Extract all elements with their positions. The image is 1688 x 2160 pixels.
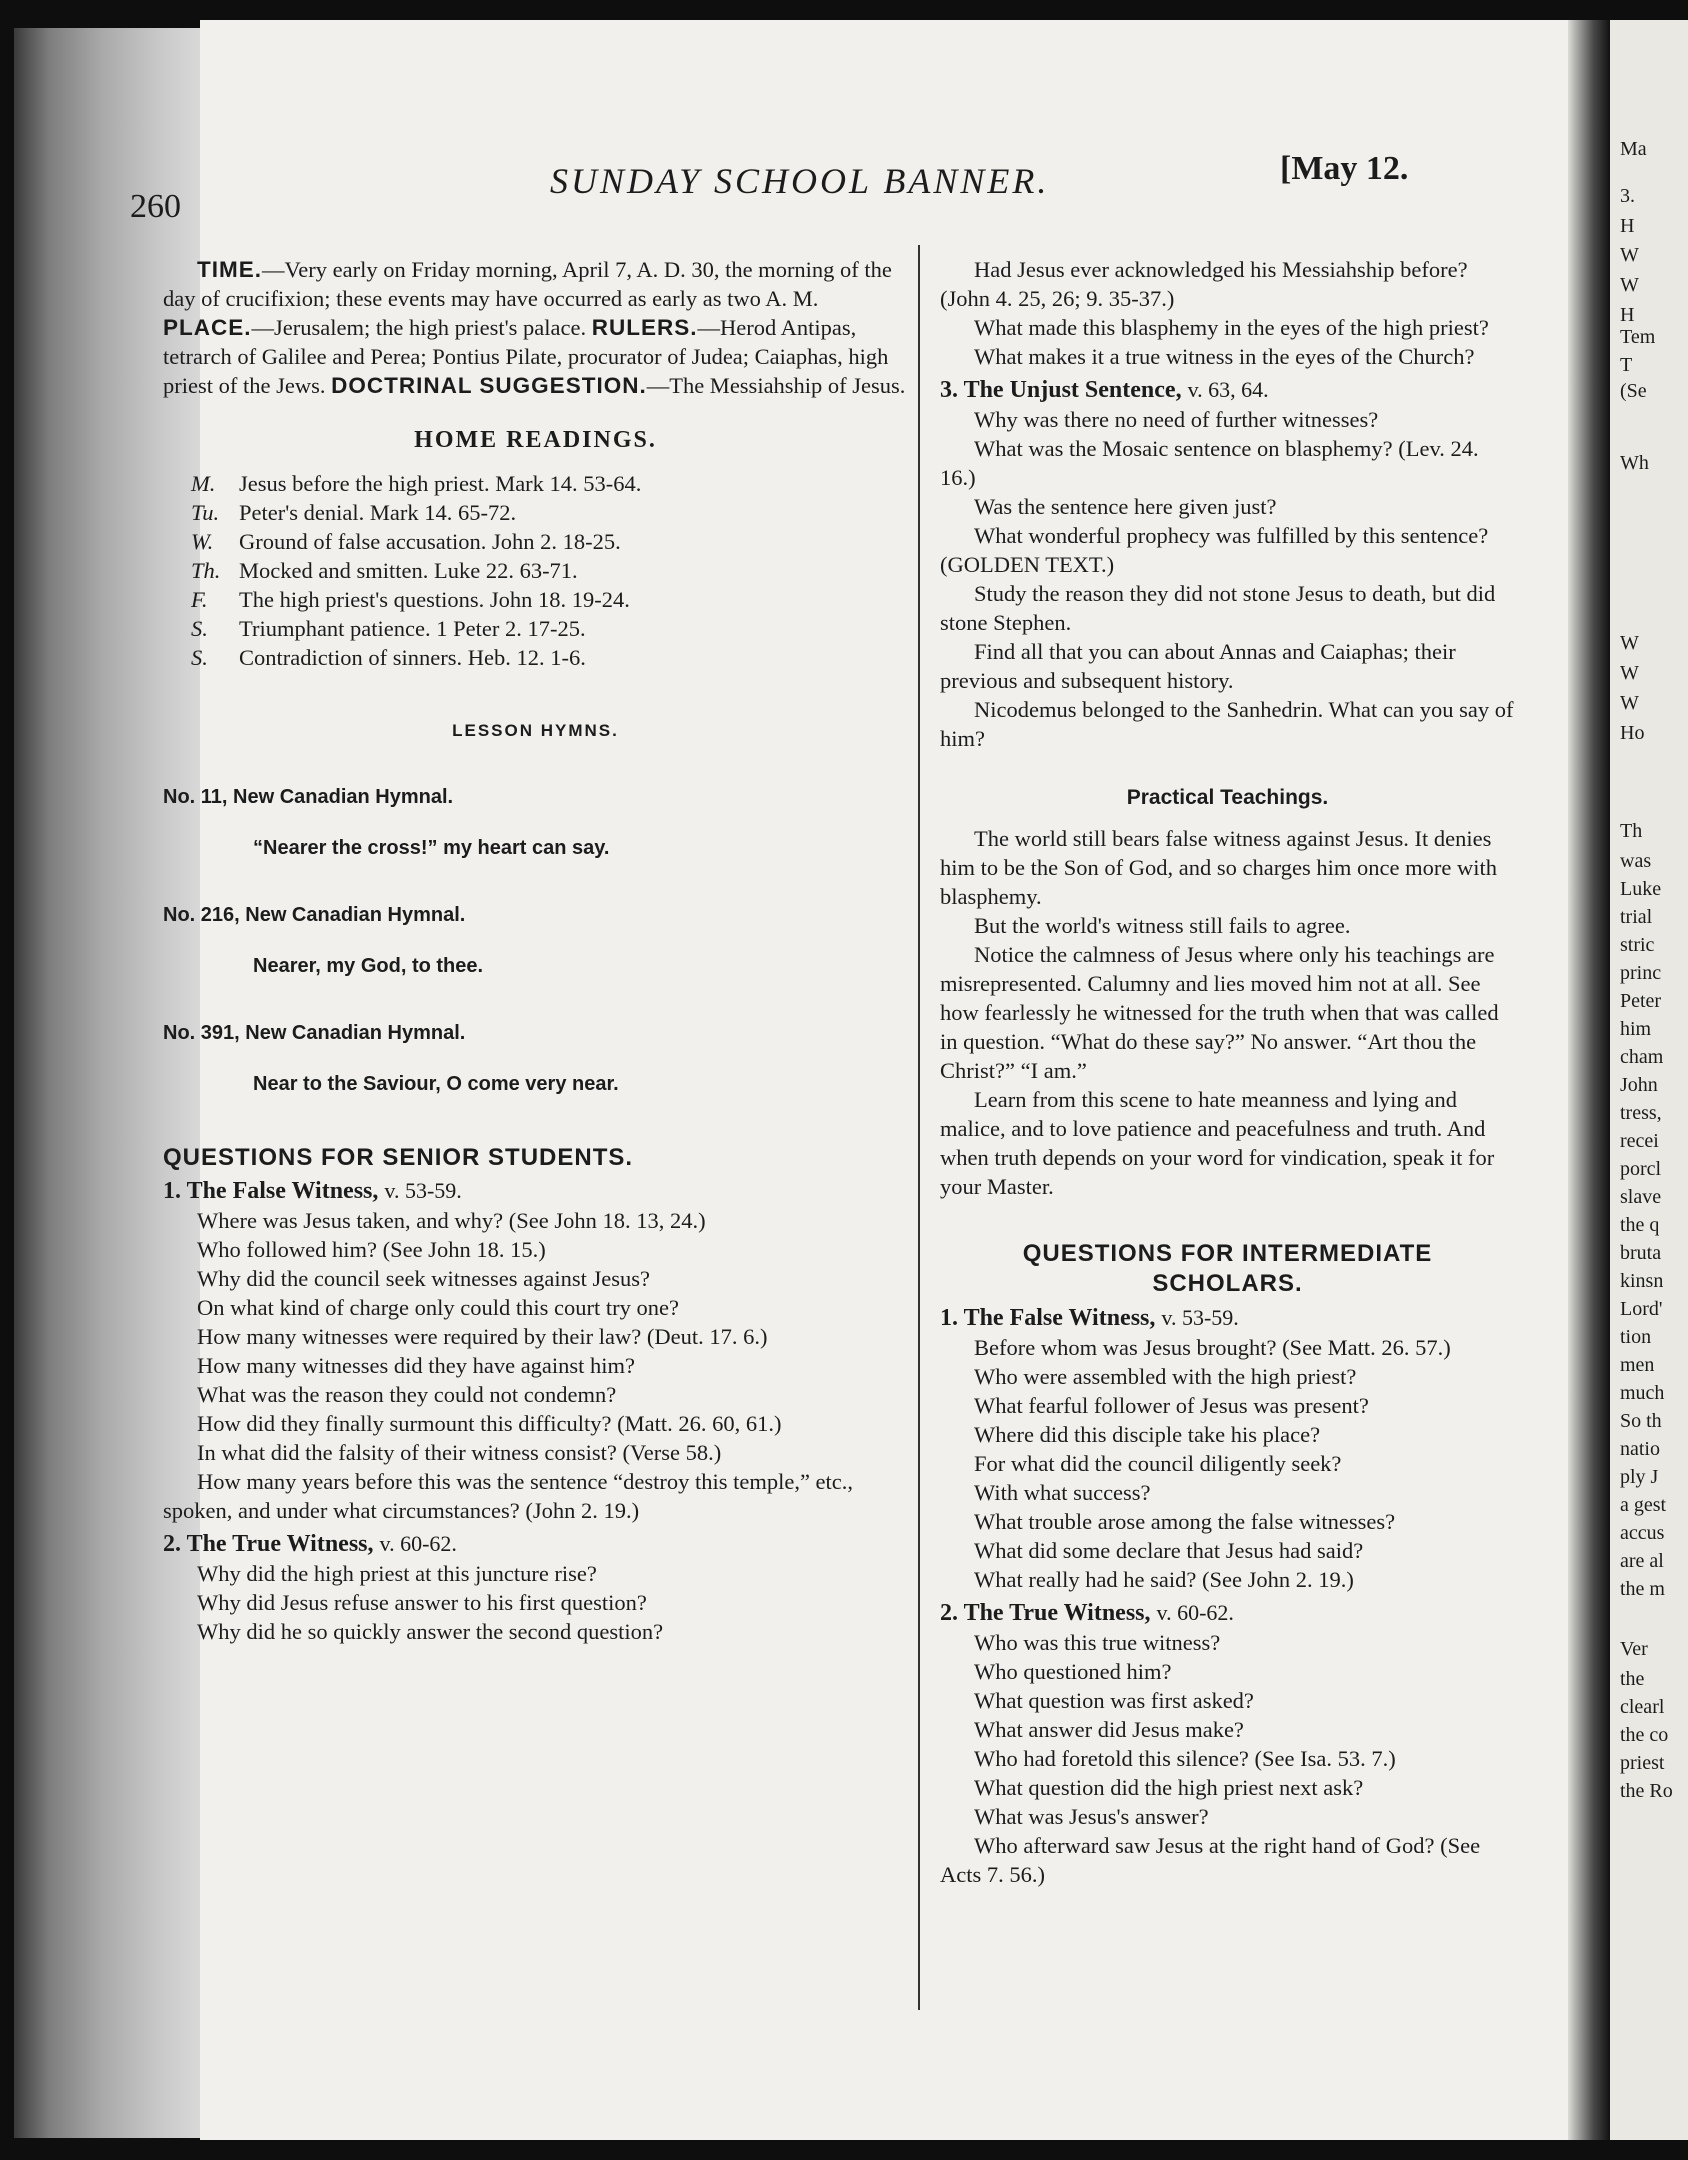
- question-item: With what success?: [974, 1480, 1151, 1505]
- question-item: Before whom was Jesus brought? (See Matt. 26. 57.): [974, 1335, 1451, 1360]
- adjacent-page-text: W: [1620, 244, 1639, 266]
- left-column: [163, 255, 908, 1646]
- senior-s3-verse: v. 63, 64.: [1187, 377, 1269, 402]
- question-item: What was the Mosaic sentence on blasphemy? (Lev. 24. 16.): [940, 436, 1479, 490]
- adjacent-page-text: are al: [1620, 1550, 1664, 1572]
- hymn-number: No. 391, New Canadian Hymnal.: [163, 1022, 466, 1044]
- adjacent-page-text: slave: [1620, 1186, 1662, 1208]
- doctrinal-text: —The Messiahship of Jesus.: [646, 373, 906, 398]
- intermediate-heading-line-2: SCHOLARS.: [1152, 1270, 1303, 1297]
- practical-paragraph: But the world's witness still fails to agree.: [974, 913, 1351, 938]
- home-reading-text: Contradiction of sinners. Heb. 12. 1-6.: [239, 645, 586, 670]
- senior-s1-verse: v. 53-59.: [384, 1178, 462, 1203]
- adjacent-page-text: princ: [1620, 962, 1662, 984]
- adjacent-page-text: Wh: [1620, 452, 1649, 474]
- question-item: What did some declare that Jesus had said?: [974, 1538, 1364, 1563]
- home-reading-text: Ground of false accusation. John 2. 18-25.: [239, 529, 621, 554]
- lesson-hymns-heading: LESSON HYMNS.: [452, 721, 619, 740]
- question-item: What trouble arose among the false witnesses?: [974, 1509, 1396, 1534]
- senior-s1-questions: [163, 1206, 908, 1525]
- adjacent-page-text: Peter: [1620, 990, 1662, 1012]
- adjacent-page-text: recei: [1620, 1130, 1659, 1152]
- home-reading-item: [163, 585, 908, 614]
- question-item: Why was there no need of further witnesses?: [974, 407, 1379, 432]
- time-label: TIME.: [197, 257, 262, 282]
- home-reading-text: Jesus before the high priest. Mark 14. 53-64.: [239, 471, 642, 496]
- senior-s2-heading: [163, 1529, 908, 1559]
- adjacent-page-text: ply J: [1620, 1466, 1659, 1488]
- question-item: What made this blasphemy in the eyes of the high priest?: [974, 315, 1489, 340]
- page-header: [130, 150, 1480, 230]
- adjacent-page-text: Ho: [1620, 722, 1645, 744]
- page-number: 260: [130, 188, 181, 225]
- adjacent-page-text: much: [1620, 1382, 1665, 1404]
- question-item: Why did the high priest at this juncture rise?: [197, 1561, 597, 1586]
- question-item: Study the reason they did not stone Jesus to death, but did stone Stephen.: [940, 581, 1496, 635]
- header-date: [May 12.: [1280, 150, 1409, 187]
- question-item: Why did he so quickly answer the second question?: [197, 1619, 664, 1644]
- adjacent-page-text: accus: [1620, 1522, 1665, 1544]
- adjacent-page-text: Lord': [1620, 1298, 1663, 1320]
- place-label: PLACE.: [163, 315, 252, 340]
- intermediate-s1-heading: [940, 1303, 1515, 1333]
- adjacent-page-text: a gest: [1620, 1494, 1667, 1516]
- senior-s2-questions: [163, 1559, 908, 1646]
- home-reading-text: Mocked and smitten. Luke 22. 63-71.: [239, 558, 578, 583]
- question-item: Was the sentence here given just?: [974, 494, 1277, 519]
- adjacent-page-text: men: [1620, 1354, 1655, 1376]
- adjacent-page-text: porcl: [1620, 1158, 1662, 1180]
- question-item: Had Jesus ever acknowledged his Messiahship before? (John 4. 25, 26; 9. 35-37.): [940, 257, 1468, 311]
- adjacent-page-text: Tem: [1620, 326, 1656, 348]
- home-reading-day: S.: [191, 616, 208, 641]
- running-title: SUNDAY SCHOOL BANNER.: [550, 161, 1050, 201]
- intermediate-s2-verse: v. 60-62.: [1156, 1600, 1234, 1625]
- adjacent-page-text: W: [1620, 632, 1639, 654]
- hymn-number: No. 11, New Canadian Hymnal.: [163, 786, 454, 808]
- rulers-text: —Herod Antipas, tetrarch of Galilee and Perea; Pontius Pilate, procurator of Judea; Caiaphas, high priest of the Jews.: [163, 315, 889, 398]
- senior-s3-heading: [940, 375, 1515, 405]
- question-item: What question was first asked?: [974, 1688, 1254, 1713]
- senior-s1-heading: [163, 1176, 908, 1206]
- question-item: Where did this disciple take his place?: [974, 1422, 1321, 1447]
- question-item: For what did the council diligently seek?: [974, 1451, 1342, 1476]
- question-item: How many witnesses did they have against him?: [197, 1353, 636, 1378]
- intermediate-s2-title: 2. The True Witness,: [940, 1600, 1151, 1626]
- lesson-hymns-list: [163, 783, 908, 1099]
- question-item: Who had foretold this silence? (See Isa. 53. 7.): [974, 1746, 1396, 1771]
- senior-questions-heading: QUESTIONS FOR SENIOR STUDENTS.: [163, 1144, 634, 1171]
- question-item: How did they finally surmount this difficulty? (Matt. 26. 60, 61.): [197, 1411, 782, 1436]
- lesson-intro: [163, 255, 908, 400]
- adjacent-page-text: cham: [1620, 1046, 1664, 1068]
- adjacent-page-text: Luke: [1620, 878, 1662, 900]
- home-reading-day: F.: [191, 587, 208, 612]
- hymn-first-line: Nearer, my God, to thee.: [253, 955, 484, 977]
- question-item: How many years before this was the sentence “destroy this temple,” etc., spoken, and under what circumstances? (John 2. 19.): [163, 1469, 854, 1523]
- adjacent-page-text: W: [1620, 274, 1639, 296]
- adjacent-page-text: the co: [1620, 1724, 1669, 1746]
- hymn-first-line: “Nearer the cross!” my heart can say.: [253, 837, 610, 859]
- senior-s2-verse: v. 60-62.: [379, 1531, 457, 1556]
- home-reading-item: [163, 469, 908, 498]
- home-readings-list: [163, 469, 908, 672]
- home-reading-item: [163, 643, 908, 672]
- adjacent-page-text: Th: [1620, 820, 1643, 842]
- adjacent-page-text: 3.: [1620, 185, 1635, 207]
- question-item: Why did Jesus refuse answer to his first question?: [197, 1590, 647, 1615]
- adjacent-page-text: priest: [1620, 1752, 1665, 1774]
- question-item: What answer did Jesus make?: [974, 1717, 1244, 1742]
- home-reading-day: Th.: [191, 558, 221, 583]
- question-item: Nicodemus belonged to the Sanhedrin. What can you say of him?: [940, 697, 1514, 751]
- home-reading-day: M.: [191, 471, 216, 496]
- rulers-label: RULERS.: [591, 315, 698, 340]
- column-rule: [918, 245, 920, 2010]
- adjacent-page-fragment: [1610, 20, 1688, 2140]
- practical-paragraph: Learn from this scene to hate meanness and lying and malice, and to love patience and peacefulness and truth. And when truth depends on your word for vindication, speak it for your Master.: [940, 1087, 1495, 1199]
- question-item: Who questioned him?: [974, 1659, 1172, 1684]
- question-item: What wonderful prophecy was fulfilled by this sentence? (GOLDEN TEXT.): [940, 523, 1489, 577]
- intermediate-s1-title: 1. The False Witness,: [940, 1305, 1156, 1331]
- adjacent-page-text: H: [1620, 304, 1635, 326]
- adjacent-page-text: Ma: [1620, 138, 1647, 160]
- adjacent-page-text: stric: [1620, 934, 1655, 956]
- hymn-number: No. 216, New Canadian Hymnal.: [163, 904, 466, 926]
- adjacent-page-text: Ver: [1620, 1638, 1648, 1660]
- adjacent-page-text: T: [1620, 354, 1633, 376]
- adjacent-page-text: the: [1620, 1668, 1645, 1690]
- intermediate-heading-line-1: QUESTIONS FOR INTERMEDIATE: [1022, 1240, 1433, 1267]
- senior-s3-title: 3. The Unjust Sentence,: [940, 377, 1182, 403]
- adjacent-page-text: W: [1620, 662, 1639, 684]
- senior-s2-title: 2. The True Witness,: [163, 1531, 374, 1557]
- practical-teachings-text: [940, 824, 1515, 1201]
- intermediate-s2-questions: [940, 1628, 1515, 1889]
- hymn-first-line: Near to the Saviour, O come very near.: [253, 1073, 619, 1095]
- home-readings-heading: HOME READINGS.: [414, 427, 657, 453]
- practical-teachings-heading: Practical Teachings.: [1126, 786, 1329, 809]
- question-item: What was the reason they could not condemn?: [197, 1382, 617, 1407]
- adjacent-page-text: tion: [1620, 1326, 1652, 1348]
- question-item: On what kind of charge only could this court try one?: [197, 1295, 679, 1320]
- question-item: In what did the falsity of their witness consist? (Verse 58.): [197, 1440, 722, 1465]
- adjacent-page-text: John: [1620, 1074, 1658, 1096]
- senior-s3-questions: [940, 405, 1515, 753]
- adjacent-page-text: (Se: [1620, 380, 1647, 402]
- senior-s1-title: 1. The False Witness,: [163, 1178, 379, 1204]
- adjacent-page-text: bruta: [1620, 1242, 1662, 1264]
- adjacent-page-text: him: [1620, 1018, 1652, 1040]
- adjacent-page-text: the q: [1620, 1214, 1660, 1236]
- place-text: —Jerusalem; the high priest's palace.: [251, 315, 587, 340]
- right-column: [940, 255, 1515, 1889]
- adjacent-page-text: So th: [1620, 1410, 1662, 1432]
- time-text: —Very early on Friday morning, April 7, A. D. 30, the morning of the day of crucifixion; these events may have occurred as early as two A. M.: [163, 257, 892, 311]
- senior-s2-continued: [940, 255, 1515, 371]
- intermediate-s1-questions: [940, 1333, 1515, 1594]
- intermediate-s1-verse: v. 53-59.: [1161, 1305, 1239, 1330]
- home-reading-day: Tu.: [191, 500, 220, 525]
- adjacent-page-text: the Ro: [1620, 1780, 1673, 1802]
- adjacent-page-text: W: [1620, 692, 1639, 714]
- adjacent-page-text: H: [1620, 215, 1635, 237]
- home-reading-item: [163, 498, 908, 527]
- question-item: Who followed him? (See John 18. 15.): [197, 1237, 546, 1262]
- home-reading-day: S.: [191, 645, 208, 670]
- question-item: What was Jesus's answer?: [974, 1804, 1209, 1829]
- adjacent-page-text: natio: [1620, 1438, 1660, 1460]
- practical-paragraph: Notice the calmness of Jesus where only his teachings are misrepresented. Calumny and lies moved him not at all. See how fearlessly he witnessed for the truth when that was called in question. “What do these say?” No answer. “Art thou the Christ?” “I am.”: [940, 942, 1499, 1083]
- question-item: Who afterward saw Jesus at the right hand of God? (See Acts 7. 56.): [940, 1833, 1481, 1887]
- adjacent-page-text: tress,: [1620, 1102, 1662, 1124]
- adjacent-page-text: clearl: [1620, 1696, 1665, 1718]
- question-item: How many witnesses were required by their law? (Deut. 17. 6.): [197, 1324, 768, 1349]
- question-item: What really had he said? (See John 2. 19.): [974, 1567, 1354, 1592]
- home-reading-text: Peter's denial. Mark 14. 65-72.: [239, 500, 517, 525]
- practical-paragraph: The world still bears false witness against Jesus. It denies him to be the Son of God, and so charges him once more with blasphemy.: [940, 826, 1497, 909]
- question-item: Find all that you can about Annas and Caiaphas; their previous and subsequent history.: [940, 639, 1456, 693]
- home-reading-item: [163, 527, 908, 556]
- question-item: What fearful follower of Jesus was present?: [974, 1393, 1369, 1418]
- intermediate-questions-heading: [940, 1239, 1515, 1299]
- question-item: Who was this true witness?: [974, 1630, 1221, 1655]
- question-item: What question did the high priest next ask?: [974, 1775, 1364, 1800]
- adjacent-page-text: kinsn: [1620, 1270, 1664, 1292]
- adjacent-page-text: the m: [1620, 1578, 1665, 1600]
- home-reading-day: W.: [191, 529, 214, 554]
- home-reading-text: The high priest's questions. John 18. 19-24.: [239, 587, 630, 612]
- adjacent-page-text: trial: [1620, 906, 1653, 928]
- doctrinal-label: DOCTRINAL SUGGESTION.: [331, 373, 647, 398]
- question-item: Where was Jesus taken, and why? (See John 18. 13, 24.): [197, 1208, 706, 1233]
- adjacent-page-text: was: [1620, 850, 1652, 872]
- intermediate-s2-heading: [940, 1598, 1515, 1628]
- home-reading-item: [163, 614, 908, 643]
- question-item: Why did the council seek witnesses against Jesus?: [197, 1266, 651, 1291]
- home-reading-text: Triumphant patience. 1 Peter 2. 17-25.: [239, 616, 586, 641]
- home-reading-item: [163, 556, 908, 585]
- book-gutter: [1568, 20, 1610, 2140]
- question-item: Who were assembled with the high priest?: [974, 1364, 1357, 1389]
- question-item: What makes it a true witness in the eyes of the Church?: [974, 344, 1475, 369]
